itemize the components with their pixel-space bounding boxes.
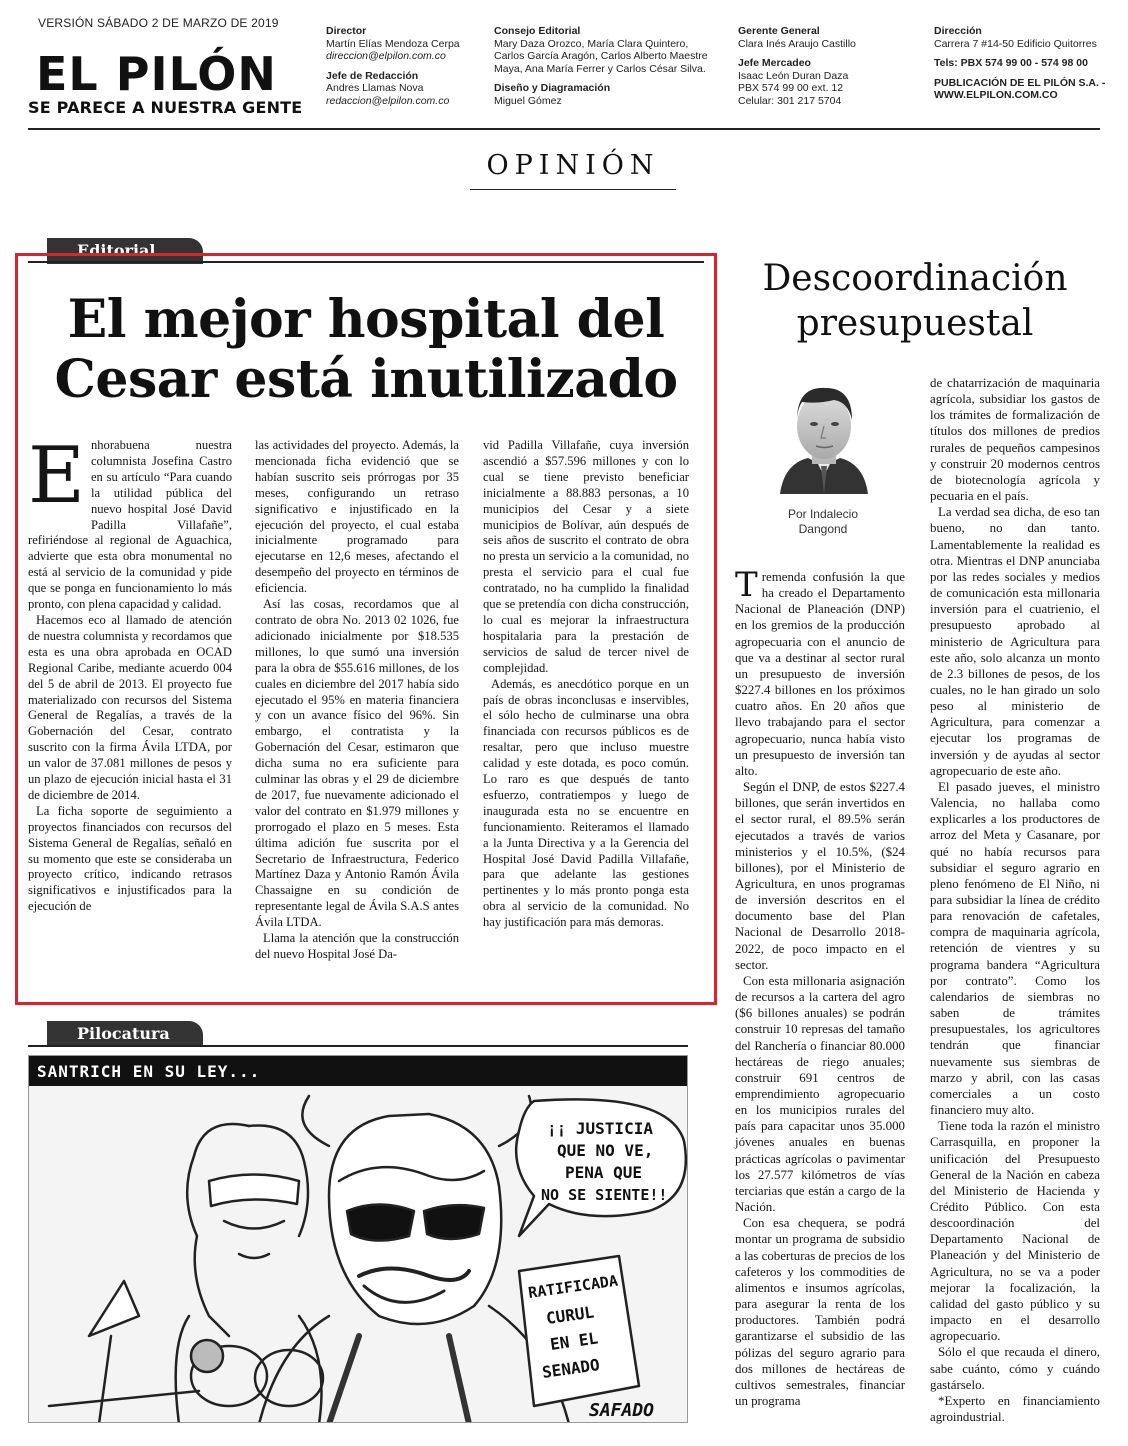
drop-cap: E [28,431,85,521]
paragraph: remenda confusión la que ha creado el Departamento Nacional de Planeación (DNP) en los gremios de la producción agropecuaria con el anuncio de que va a destinar al sector rural un presupuesto de inversión $227.4 billones en los próximos cuatro años. En 20 años que llevo trabajando para el sector agropecuario, nunca había visto un presupuesto de inversión tan alto. [735,570,905,778]
headline-line: El mejor hospital del [67,289,665,350]
paragraph: Llama la atención que la construcción del nuevo Hospital José Da- [255,931,459,961]
drop-cap: T [735,565,758,605]
sign-text: SENADO [540,1355,601,1382]
consejo-label: Consejo Editorial [494,25,581,37]
sign-text: RATIFICADA [527,1271,619,1302]
paragraph: Hacemos eco al llamado de atención de nuestra columnista y recordamos que esta es una obra aprobada en OCAD Regional Caribe, mediante acuerdo 004 del 5 de abril de 2013. El proyecto fue materializado con recursos del Sistema General de Regalías, a través de la Gobernación del Cesar, contrato suscrito con la firma Ávila LTDA, por un valor de 37.081 millones de pesos y un plazo de ejecución inicial hasta el 31 de diciembre de 2014. [28,612,232,802]
consejo-line: Mary Daza Orozco, María Clara Quintero, [494,37,689,50]
section-title: OPINIÓN [470,150,676,190]
website: WWW.ELPILON.COM.CO [934,89,1058,102]
edition-date: VERSIÓN SÁBADO 2 DE MARZO DE 2019 [38,16,279,30]
newspaper-logo: EL PILÓN [36,47,277,101]
direccion-label: Dirección [934,25,982,37]
paragraph: Tiene toda la razón el ministro Carrasquilla, en proponer la unificación del Presupuesto General de la Nación en cabeza del Ministerio de Hacienda y Crédito Público. Con esta descoordinación del Departamento Nacional de Planeación y del Ministerio de Agricultura, no se va a poder mejorar la focalización, la calidad del gasto público y su impacto en el desarrollo agropecuario. [930,1119,1100,1344]
column-headline [730,256,1100,346]
editorial-column-2 [255,438,459,963]
paragraph: Con esta millonaria asignación de recursos a la cartera del agro ($6 billones anuales) se podrán construir 10 represas del tamaño del Ranchería o financiar 80.000 hectáreas de riego anuales; construir 691 centros de emprendimiento agropecuario en los municipios rurales del país para capacitar unos 35.000 jóvenes anuales en buenas prácticas agrícolas o pavimentar los 27.577 kilómetros de vías terciarias que están a cargo de la Nación. [735,973,905,1215]
byline-line: Dangond [798,522,848,536]
director-email: direccion@elpilon.com.co [326,50,446,63]
cartoon-tab: Pilocatura [47,1021,203,1047]
paragraph: Además, es anecdótico porque en un país de obras inconclusas e inservibles, el sólo hecho de culminarse una obra financiada con recursos públicos es de resaltar, pero que incluso muestre calidad y este dotada, es poco común. Lo raro es que después de tanto esfuerzo, contratiempos y luego de inaugurada esta no se encuentre en funcionamiento. Reiteramos el llamado a la Junta Directiva y a la Gerencia del Hospital José David Padilla Villafañe, para que adelante las gestiones pertinentes y lo más pronto ponga esta obra al servicio de la comunidad. No hay justificación para más demoras. [483,676,689,930]
paragraph: *Experto en financiamiento agroindustrial. [930,1393,1100,1424]
bubble-text: NO SE SIENTE!! [541,1186,668,1204]
paragraph: vid Padilla Villafañe, cuya inversión ascendió a $57.596 millones y con lo cual se tiene previsto beneficiar inicialmente a 88.883 personas, a 10 municipios del Cesar y a siete municipios de Bolívar, aún después de seis años de suscrito el contrato de obra no presta un servicio a la comunidad, no presta el servicio para el cual fue contratado, no ha cumplido la finalidad que se pretendía con dicha construcción, lo cual es mejorar la infraestructura hospitalaria para la prestación de servicios de salud de tercer nivel de complejidad. [483,438,689,675]
paragraph: Sólo el que recauda el dinero, sabe cuánto, cómo y cuándo gastárselo. [930,1345,1100,1392]
jefe-label: Jefe de Redacción [326,69,419,82]
gerente-name: Clara Inés Araujo Castillo [738,37,856,50]
credits-direccion [934,25,1114,102]
credits-consejo [494,25,724,108]
diseno-name: Miguel Gómez [494,94,562,107]
director-label: Director [326,25,367,37]
headline-line: presupuestal [796,303,1034,344]
byline-line: Por Indalecio [787,507,859,521]
opinion-column-1 [735,565,905,1409]
bubble-text: ¡¡ JUSTICIA [547,1119,653,1138]
direccion-address: Carrera 7 #14-50 Edificio Quitorres [934,37,1097,50]
bubble-text: PENA QUE [565,1163,643,1182]
paragraph: las actividades del proyecto. Además, la mencionada ficha evidenció que se habían suscrito seis prórrogas por 35 meses, configurando un retraso significativo e injustificado en la ejecución del proyecto, el cual estaba inicialmente programado para ejecutarse en 12,6 meses, afectando el desempeño del proyecto en términos de eficiencia. [255,438,459,596]
masthead-rule [28,128,1100,130]
paragraph: nhorabuena nuestra columnista Josefina Castro en su artículo “Para cuando la utilidad pública del nuevo hospital José David Padilla Villafañe”, refiriéndose al regional de Aguachica, advierte que esta obra monumental no está al servicio de la comunidad y pide que se ponga en funcionamiento lo más pronto, con plena capacidad y calidad. [28,438,232,612]
mercadeo-pbx: PBX 574 99 00 ext. 12 [738,82,844,95]
credits-gerencia [738,25,918,108]
cartoon-title: SANTRICH EN SU LEY... [29,1056,688,1086]
headline-line: Descoordinación [762,258,1068,299]
editorial-headline [28,290,704,410]
paragraph: La verdad sea dicha, de eso tan bueno, no dan tanto. Lamentablemente la realidad es otra. Mientras el DNP anunciaba por las redes sociales y medios de comunicación esta millonaria inversión para el cuatrienio, el presupuesto aprobado al ministerio de Agricultura para este año, solo alcanza un monto de 2.3 billones de pesos, de los cuales, no le han girado un solo peso al ministerio de Agricultura, para comenzar a ejecutar los programas de inversión y de ayudas al sector agropecuario de este año. [930,505,1100,778]
paragraph: El pasado jueves, el ministro Valencia, no hallaba como explicarles a los productores de arroz del Meta y Casanare, por qué no había recursos para subsidiar el seguro agrario en pleno fenómeno de El Niño, ni para subsidiar la línea de crédito para renovación de cafetales, compra de maquinaria agrícola, retención de vientres y su programa bandera “Agricultura por contrato”. Como los calendarios de siembras no saben de trámites presupuestales, los agricultores tendrán que financiar nuevamente sus siembras de marzo y abril, con las casas comerciales a un costo financiero muy alto. [930,779,1100,1118]
headline-line: Cesar está inutilizado [54,349,678,410]
editorial-tab: Editorial [47,238,203,264]
mercadeo-label: Jefe Mercadeo [738,57,811,70]
sign-text: CURUL [544,1302,596,1328]
mercadeo-cel: Celular: 301 217 5704 [738,94,842,107]
direccion-tel: Tels: PBX 574 99 00 - 574 98 00 [934,57,1088,70]
bubble-text: QUE NO VE, [557,1141,654,1160]
paragraph: La ficha soporte de seguimiento a proyectos financiados con recursos del Sistema General de Regalías, señaló en su momento que este se consideraba un proyecto crítico, indicando retrasos significativos e injustificados para la ejecución de [28,803,232,914]
mercadeo-name: Isaac León Duran Daza [738,69,849,82]
editorial-column-1 [28,431,232,915]
sign-text: EN EL [548,1328,600,1354]
cartoon-rule [28,1045,688,1047]
author-photo [778,376,870,494]
publicacion-line: PUBLICACIÓN DE EL PILÓN S.A. - [934,76,1106,89]
credits-director [326,25,486,108]
slogan: SE PARECE A NUESTRA GENTE [28,98,303,117]
director-name: Martín Elías Mendoza Cerpa [326,37,460,50]
opinion-column-2 [930,375,1100,1425]
cartoon-image [28,1055,688,1423]
diseno-label: Diseño y Diagramación [494,82,611,95]
jefe-name: Andres Llamas Nova [326,82,424,95]
gerente-label: Gerente General [738,25,820,37]
editorial-column-3 [483,438,689,931]
consejo-line: Maya, Ana María Ferrer y Carlos César Silva. [494,62,706,75]
consejo-line: Carlos García Aragón, Carlos Alberto Maestre [494,50,708,63]
paragraph: Así las cosas, recordamos que al contrato de obra No. 2013 02 1026, fue adicionado inicialmente por $18.535 millones, lo que sumó una inversión para la obra de $55.616 millones, de los cuales en diciembre del 2017 había sido ejecutado el 95% en materia financiera y con un avance físico del 96%. Sin embargo, el contratista y la Gobernación del Cesar, estimaron que dicha suma no era suficiente para culminar las obras y el 29 de diciembre de 2017, fue nuevamente adicionado el valor del contrato en $1.979 millones y prorrogado el plazo en 5 meses. Esta última adición fue suscrita por el Secretario de Infraestructura, Federico Martínez Daza y Antonio Ramón Ávila Chassaigne en su condición de representante legal de Ávila S.A.S antes Ávila LTDA. [255,597,459,930]
paragraph: Con esa chequera, se podrá montar un programa de subsidio a las coberturas de precios de los cafeteros y los commodities de alimentos e insumos agrícolas, para asegurar la renta de los productores. También podrá garantizarse el subsidio de las pólizas del seguro agrario para dos millones de hectáreas de cultivos semestrales, financiar un programa [735,1216,905,1408]
author-byline [758,507,888,537]
paragraph: de chatarrización de maquinaria agrícola, subsidiar los gastos de los trámites de formalización de títulos dos millones de predios rurales de pequeños campesinos y construir 20 modernos centros de biotecnología agrícola y pecuaria en el país. [930,376,1100,504]
jefe-email: redaccion@elpilon.com.co [326,94,450,107]
cartoonist-signature: SAFADO [589,1400,655,1421]
paragraph: Según el DNP, de estos $227.4 billones, que serán invertidos en el sector rural, el 89.5% serán ejecutados a través de varios ministerios y el 10.5%, ($24 billones), por el Ministerio de Agricultura, en unos programas de inversión descritos en el documento base del Plan Nacional de Desarrollo 2018-2022, de poco impacto en el sector. [735,780,905,972]
